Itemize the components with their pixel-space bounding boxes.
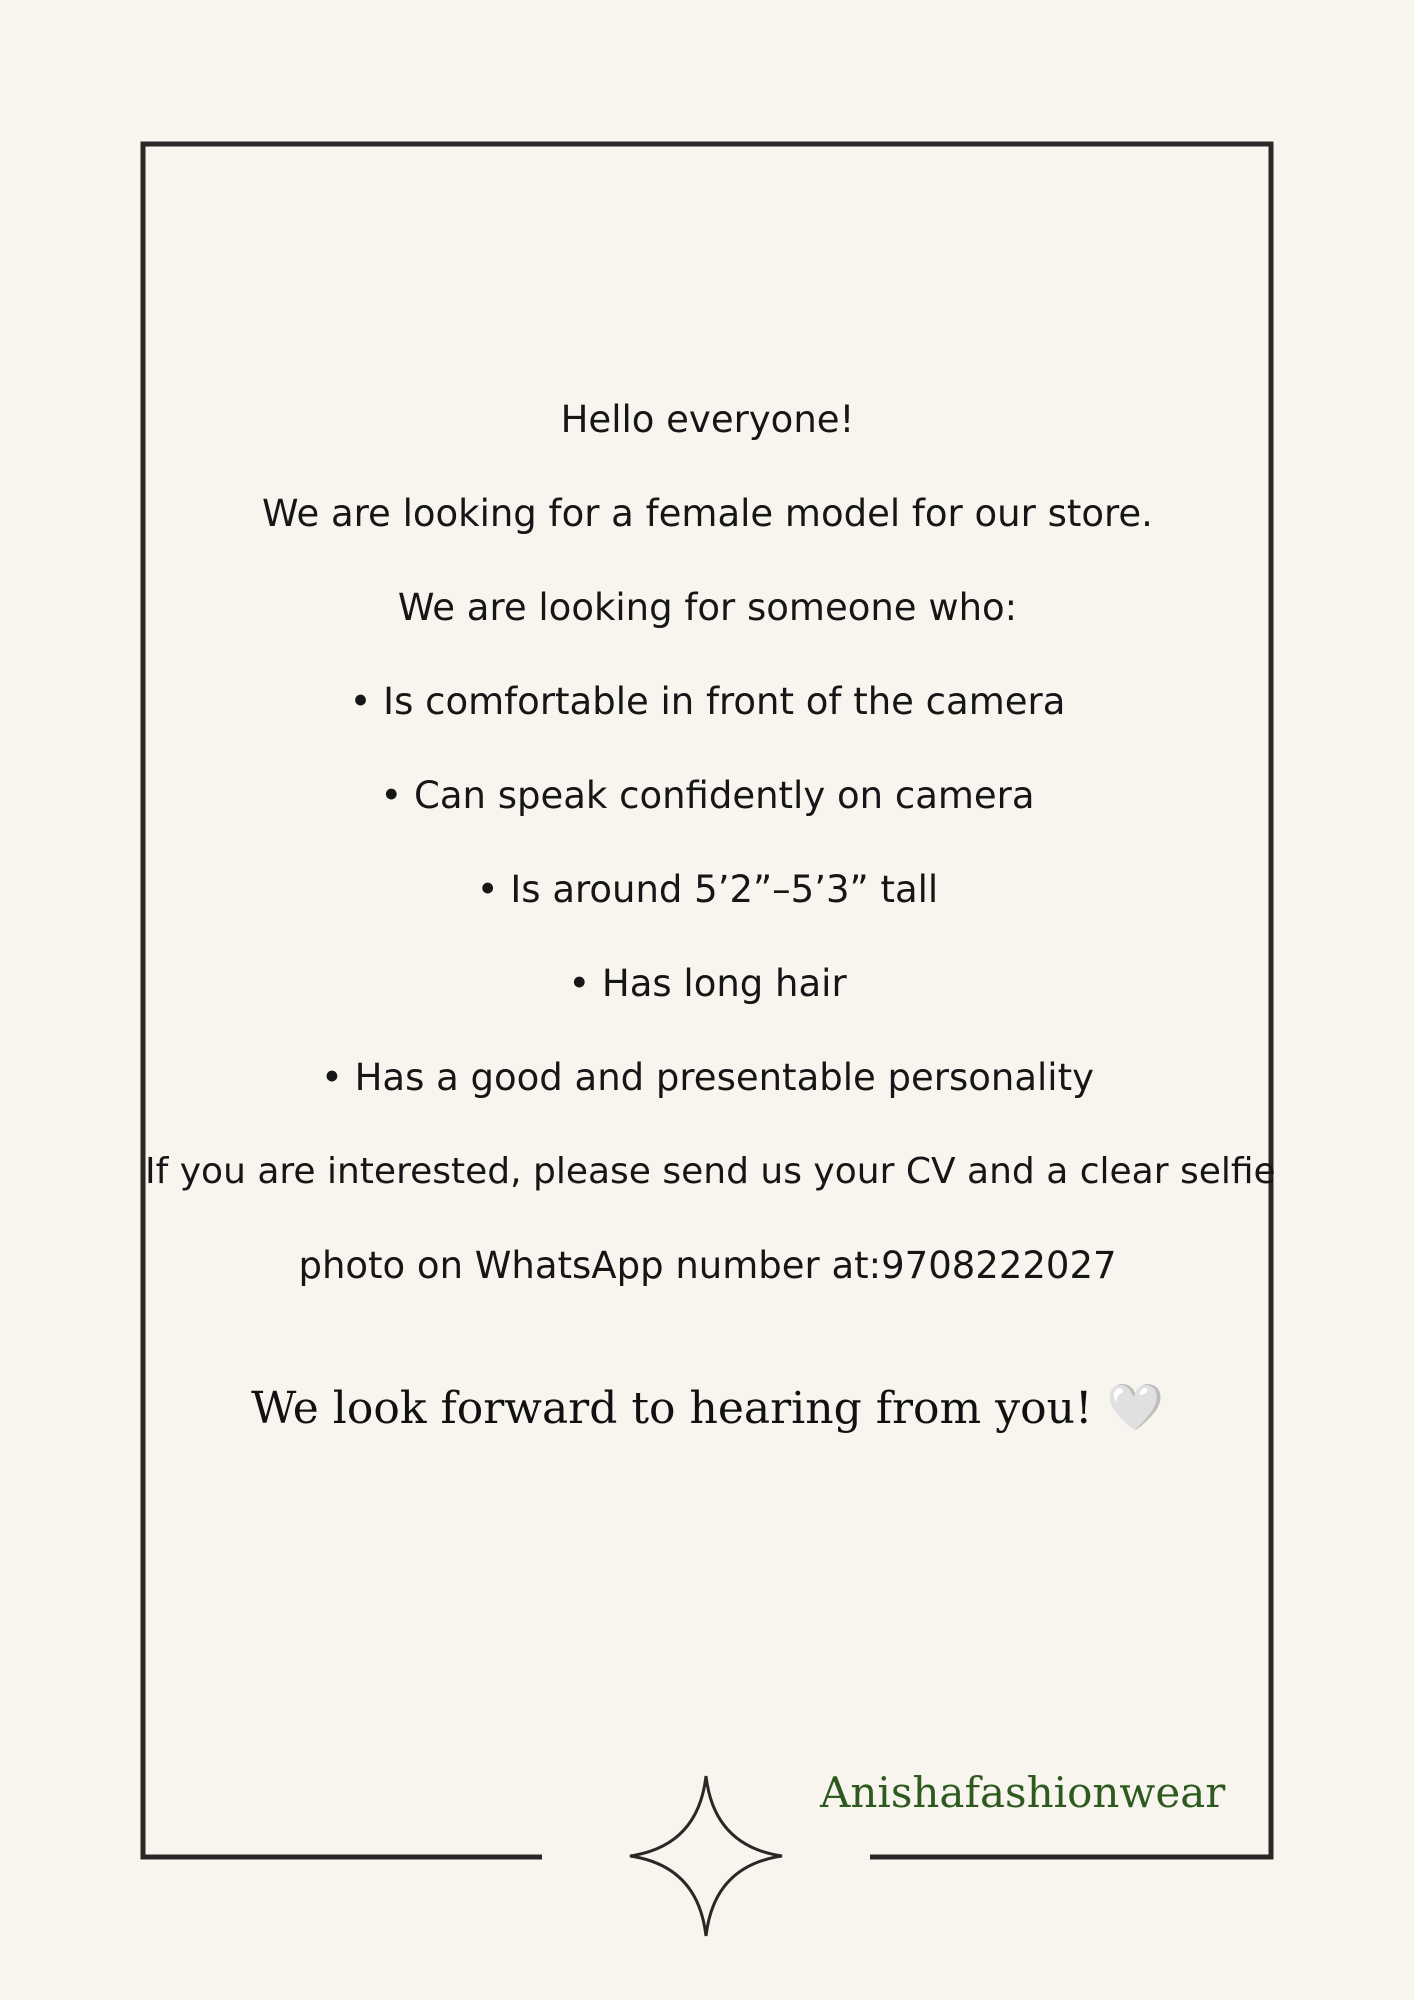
requirement-item: • Has a good and presentable personality xyxy=(320,1056,1094,1099)
greeting: Hello everyone! xyxy=(560,398,855,441)
requirement-item: • Is comfortable in front of the camera xyxy=(349,680,1066,723)
brand-name: Anishafashionwear xyxy=(820,1768,1226,1817)
requirement-item: • Can speak confidently on camera xyxy=(380,774,1035,817)
requirement-item: • Has long hair xyxy=(568,962,847,1005)
requirements-heading: We are looking for someone who: xyxy=(397,586,1018,629)
four-point-star-icon xyxy=(630,1776,782,1936)
contact-number-line: photo on WhatsApp number at:9708222027 xyxy=(298,1244,1117,1287)
closing-message xyxy=(145,1379,1270,1437)
intro-line: We are looking for a female model for our store. xyxy=(262,492,1153,535)
closing-text: We look forward to hearing from you! xyxy=(251,1383,1093,1434)
white-heart-icon: 🤍 xyxy=(1106,1380,1164,1434)
contact-instructions: If you are interested, please send us your CV and a clear selfie xyxy=(145,1151,1276,1192)
requirement-item: • Is around 5’2”–5’3” tall xyxy=(476,868,939,911)
